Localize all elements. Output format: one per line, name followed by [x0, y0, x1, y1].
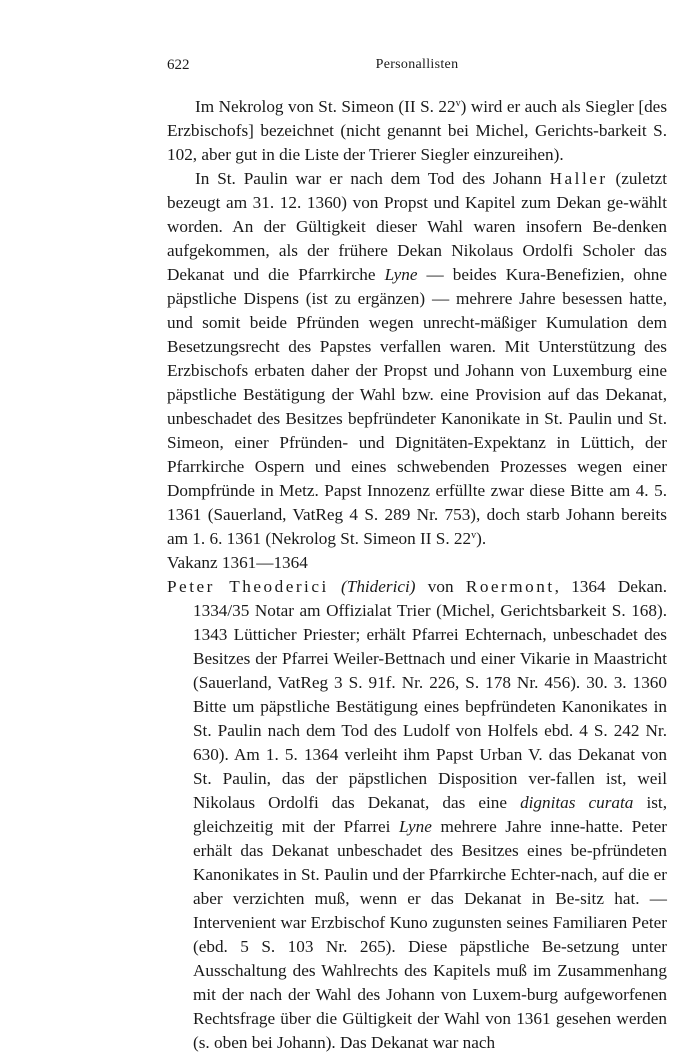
- text-run: Im Nekrolog von St. Simeon (II S. 22: [195, 97, 456, 116]
- vacancy-heading: Vakanz 1361—1364: [167, 553, 308, 572]
- text-run: ) wird er auch als Siegler [des Erzbischofs] bezeichnet (nicht genannt bei Michel, Gerichts-barkeit S. 102, aber gut in die Liste der Trierer Siegler einzureihen).: [167, 97, 668, 164]
- superscript: v: [455, 98, 461, 109]
- italic-place-name: Lyne: [384, 265, 418, 284]
- person-name: Peter Theoderici: [167, 577, 329, 596]
- text-run: ).: [476, 529, 487, 548]
- page-header: [167, 57, 667, 77]
- text-run: von: [415, 577, 466, 596]
- place-name: Roermont: [465, 577, 555, 596]
- italic-place-name: Lyne: [399, 817, 432, 836]
- text-run: ist, gleichzeitig mit der Pfarrei: [193, 793, 667, 836]
- italic-name-variant: (Thiderici): [341, 577, 416, 596]
- page-number: 622: [167, 57, 190, 73]
- italic-term: dignitas curata: [520, 793, 634, 812]
- paragraph-st-paulin: [167, 167, 667, 551]
- text-run: , 1364 Dekan. 1334/35 Notar am Offizialat Trier (Michel, Gerichtsbarkeit S. 168). 1343 Lütticher Priester; erhält Pfarrei Echternach, unbeschadet des Besitzes der Pfarrei Weiler-Bettnach und einer Vikarie in Maastricht (Sauerland, VatReg 3 S. 91f. Nr. 226, S. 178 Nr. 456). 30. 3. 1360 Bitte um päpstliche Bestätigung eines bepfründeten Kanonikates in St. Paulin nach dem Tod des Ludolf von Holfels ebd. 4 S. 242 Nr. 630). Am 1. 5. 1364 verleiht ihm Papst Urban V. das Dekanat von St. Paulin, das der päpstlichen Disposition ver-fallen ist, weil Nikolaus Ordolfi das Dekanat, das eine: [193, 577, 668, 812]
- text-run: — beides Kura-Benefizien, ohne päpstliche Dispens (ist zu ergänzen) — mehrere Jahre besessen hatte, und somit beide Pfründen wegen unrecht-mäßiger Kumulation dem Besetzungsrecht des Papstes verfallen waren. Mit Unterstützung des Erzbischofs erbaten daher der Propst und Johann von Luxemburg eine päpstliche Bestätigung der Wahl bzw. eine Provision auf das Dekanat, unbeschadet des Besitzes bepfründeter Kanonikate in St. Paulin und St. Simeon, einer Pfründen- und Dignitäten-Expektanz in Lüttich, der Pfarrkirche Ospern und eines schwebenden Prozesses wegen einer Dompfründe in Metz. Papst Innozenz erfüllte zwar diese Bitte am 4. 5. 1361 (Sauerland, VatReg 4 S. 289 Nr. 753), doch starb Johann bereits am 1. 6. 1361 (Nekrolog St. Simeon II S. 22: [167, 265, 668, 548]
- text-run: [329, 577, 341, 596]
- text-run: mehrere Jahre inne-hatte. Peter erhält das Dekanat unbeschadet des Besitzes eines be-pfründeten Kanonikates in St. Paulin und der Pfarrkirche Echter-nach, auf die er aber verzichten muß, wenn er das Dekanat in Be-sitz hat. — Intervenient war Erzbischof Kuno zugunsten seines Familiaren Peter (ebd. 5 S. 103 Nr. 265). Diese päpstliche Be-setzung unter Ausschaltung des Wahlrechts des Kapitels muß im Zusammenhang mit der nach der Wahl des Johann von Luxem-burg aufgeworfenen Rechtsfrage über die Gültigkeit der Wahl von 1361 gesehen werden (s. oben bei Johann). Das Dekanat war nach: [193, 817, 667, 1052]
- person-name: Haller: [549, 169, 608, 188]
- paragraph-nekrolog: [167, 95, 667, 167]
- text-run: In St. Paulin war er nach dem Tod des Johann: [195, 169, 550, 188]
- superscript: v: [471, 530, 477, 541]
- body-text: [167, 95, 667, 1055]
- running-title: Personallisten: [375, 57, 459, 72]
- text-run: (zuletzt bezeugt am 31. 12. 1360) von Propst und Kapitel zum Dekan ge-wählt worden. An der Gültigkeit dieser Wahl waren insofern Be-denken aufgekommen, als der frühere Dekan Nikolaus Ordolfi Scholer das Dekanat und die Pfarrkirche: [167, 169, 668, 284]
- entry-peter-theoderici: [167, 575, 667, 1055]
